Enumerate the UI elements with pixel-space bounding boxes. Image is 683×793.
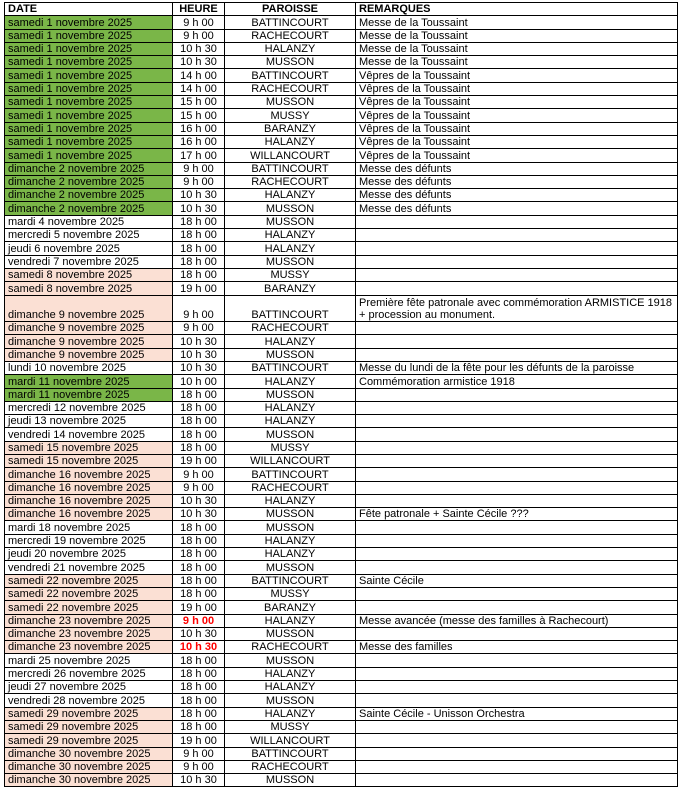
date-cell: vendredi 14 novembre 2025 [5, 428, 173, 441]
parish-cell: BATTINCOURT [225, 574, 356, 587]
table-row [5, 415, 678, 428]
remarks-cell: Vêpres de la Toussaint [356, 96, 678, 109]
remarks-cell: Sainte Cécile [356, 574, 678, 587]
parish-cell: WILLANCOURT [225, 734, 356, 747]
time-cell: 18 h 00 [173, 654, 225, 667]
table-row [5, 707, 678, 720]
remarks-cell: Commémoration armistice 1918 [356, 375, 678, 388]
table-row [5, 455, 678, 468]
remarks-cell [356, 694, 678, 707]
parish-cell: RACHECOURT [225, 641, 356, 654]
time-cell: 10 h 30 [173, 508, 225, 521]
parish-cell: MUSSON [225, 521, 356, 534]
parish-cell: MUSSY [225, 441, 356, 454]
table-row [5, 268, 678, 281]
remarks-cell: Messe de la Toussaint [356, 16, 678, 29]
time-cell: 9 h 00 [173, 468, 225, 481]
date-cell: dimanche 2 novembre 2025 [5, 175, 173, 188]
remarks-cell [356, 388, 678, 401]
time-cell: 10 h 30 [173, 348, 225, 361]
date-cell: mardi 11 novembre 2025 [5, 388, 173, 401]
remarks-cell [356, 667, 678, 680]
date-cell: samedi 29 novembre 2025 [5, 734, 173, 747]
date-cell: mardi 25 novembre 2025 [5, 654, 173, 667]
date-cell: samedi 1 novembre 2025 [5, 109, 173, 122]
table-row [5, 69, 678, 82]
parish-cell: HALANZY [225, 494, 356, 507]
table-row [5, 627, 678, 640]
date-cell: samedi 1 novembre 2025 [5, 135, 173, 148]
remarks-cell: Vêpres de la Toussaint [356, 122, 678, 135]
remarks-cell [356, 455, 678, 468]
table-row [5, 149, 678, 162]
parish-cell: BATTINCOURT [225, 295, 356, 322]
parish-cell: HALANZY [225, 401, 356, 414]
table-row [5, 162, 678, 175]
parish-cell: HALANZY [225, 42, 356, 55]
remarks-cell: Messe avancée (messe des familles à Rachecourt) [356, 614, 678, 627]
table-row [5, 322, 678, 335]
remarks-cell: Messe de la Toussaint [356, 42, 678, 55]
table-row [5, 468, 678, 481]
time-cell: 18 h 00 [173, 574, 225, 587]
remarks-cell [356, 335, 678, 348]
date-cell: lundi 10 novembre 2025 [5, 361, 173, 374]
table-row [5, 734, 678, 747]
table-row [5, 747, 678, 760]
time-cell: 10 h 30 [173, 42, 225, 55]
date-cell: dimanche 23 novembre 2025 [5, 614, 173, 627]
remarks-cell [356, 229, 678, 242]
date-cell: samedi 29 novembre 2025 [5, 720, 173, 733]
time-cell: 10 h 30 [173, 641, 225, 654]
table-row [5, 601, 678, 614]
parish-cell: BATTINCOURT [225, 361, 356, 374]
remarks-cell: Messe de la Toussaint [356, 56, 678, 69]
remarks-cell [356, 760, 678, 773]
parish-cell: MUSSON [225, 654, 356, 667]
parish-cell: HALANZY [225, 135, 356, 148]
date-cell: samedi 1 novembre 2025 [5, 82, 173, 95]
parish-cell: MUSSON [225, 694, 356, 707]
table-row [5, 694, 678, 707]
parish-cell: BATTINCOURT [225, 747, 356, 760]
remarks-cell [356, 587, 678, 600]
parish-cell: WILLANCOURT [225, 149, 356, 162]
parish-cell: MUSSON [225, 627, 356, 640]
remarks-cell: Vêpres de la Toussaint [356, 69, 678, 82]
time-cell: 9 h 00 [173, 162, 225, 175]
parish-cell: HALANZY [225, 614, 356, 627]
time-cell: 18 h 00 [173, 681, 225, 694]
time-cell: 18 h 00 [173, 521, 225, 534]
parish-cell: BATTINCOURT [225, 468, 356, 481]
parish-cell: BARANZY [225, 122, 356, 135]
date-cell: samedi 1 novembre 2025 [5, 56, 173, 69]
parish-cell: HALANZY [225, 681, 356, 694]
parish-cell: HALANZY [225, 335, 356, 348]
time-cell: 10 h 00 [173, 375, 225, 388]
time-cell: 9 h 00 [173, 29, 225, 42]
time-cell: 18 h 00 [173, 401, 225, 414]
table-row [5, 428, 678, 441]
table-row [5, 494, 678, 507]
date-cell: mardi 4 novembre 2025 [5, 215, 173, 228]
date-cell: samedi 29 novembre 2025 [5, 707, 173, 720]
date-cell: dimanche 9 novembre 2025 [5, 322, 173, 335]
parish-cell: MUSSY [225, 109, 356, 122]
time-cell: 19 h 00 [173, 455, 225, 468]
remarks-cell [356, 774, 678, 787]
remarks-cell [356, 534, 678, 547]
parish-cell: HALANZY [225, 415, 356, 428]
date-cell: dimanche 30 novembre 2025 [5, 747, 173, 760]
date-cell: dimanche 23 novembre 2025 [5, 627, 173, 640]
time-cell: 10 h 30 [173, 189, 225, 202]
remarks-cell: Messe des défunts [356, 175, 678, 188]
header-heure: HEURE [173, 3, 225, 16]
date-cell: samedi 15 novembre 2025 [5, 441, 173, 454]
parish-cell: MUSSON [225, 348, 356, 361]
date-cell: jeudi 6 novembre 2025 [5, 242, 173, 255]
table-row [5, 774, 678, 787]
remarks-cell [356, 681, 678, 694]
remarks-cell [356, 494, 678, 507]
time-cell: 19 h 00 [173, 282, 225, 295]
date-cell: dimanche 23 novembre 2025 [5, 641, 173, 654]
parish-cell: HALANZY [225, 534, 356, 547]
remarks-cell: Messe des défunts [356, 162, 678, 175]
time-cell: 14 h 00 [173, 69, 225, 82]
remarks-cell: Messe du lundi de la fête pour les défunts de la paroisse [356, 361, 678, 374]
remarks-cell [356, 654, 678, 667]
time-cell: 10 h 30 [173, 627, 225, 640]
parish-cell: HALANZY [225, 548, 356, 561]
time-cell: 9 h 00 [173, 16, 225, 29]
time-cell: 18 h 00 [173, 255, 225, 268]
parish-cell: MUSSY [225, 720, 356, 733]
time-cell: 18 h 00 [173, 587, 225, 600]
remarks-cell [356, 215, 678, 228]
date-cell: mercredi 19 novembre 2025 [5, 534, 173, 547]
date-cell: samedi 1 novembre 2025 [5, 42, 173, 55]
remarks-cell [356, 322, 678, 335]
date-cell: mardi 11 novembre 2025 [5, 375, 173, 388]
table-row [5, 42, 678, 55]
time-cell: 18 h 00 [173, 428, 225, 441]
table-row [5, 29, 678, 42]
parish-cell: WILLANCOURT [225, 455, 356, 468]
table-row [5, 215, 678, 228]
date-cell: samedi 1 novembre 2025 [5, 96, 173, 109]
table-row [5, 255, 678, 268]
table-row [5, 375, 678, 388]
table-row [5, 135, 678, 148]
remarks-cell [356, 747, 678, 760]
date-cell: samedi 22 novembre 2025 [5, 574, 173, 587]
date-cell: vendredi 21 novembre 2025 [5, 561, 173, 574]
date-cell: jeudi 27 novembre 2025 [5, 681, 173, 694]
parish-cell: MUSSON [225, 255, 356, 268]
time-cell: 18 h 00 [173, 561, 225, 574]
time-cell: 9 h 00 [173, 175, 225, 188]
date-cell: dimanche 30 novembre 2025 [5, 774, 173, 787]
parish-cell: RACHECOURT [225, 322, 356, 335]
header-remarques: REMARQUES [356, 3, 678, 16]
parish-cell: MUSSON [225, 56, 356, 69]
table-row [5, 96, 678, 109]
remarks-cell [356, 401, 678, 414]
date-cell: samedi 8 novembre 2025 [5, 282, 173, 295]
parish-cell: BARANZY [225, 282, 356, 295]
date-cell: samedi 1 novembre 2025 [5, 16, 173, 29]
date-cell: samedi 1 novembre 2025 [5, 149, 173, 162]
date-cell: dimanche 16 novembre 2025 [5, 508, 173, 521]
parish-cell: MUSSON [225, 508, 356, 521]
time-cell: 9 h 00 [173, 295, 225, 322]
remarks-cell [356, 348, 678, 361]
parish-cell: MUSSON [225, 428, 356, 441]
time-cell: 10 h 30 [173, 335, 225, 348]
remarks-cell: Messe des défunts [356, 189, 678, 202]
time-cell: 14 h 00 [173, 82, 225, 95]
table-row [5, 348, 678, 361]
remarks-cell: Vêpres de la Toussaint [356, 135, 678, 148]
date-cell: dimanche 9 novembre 2025 [5, 348, 173, 361]
table-row [5, 614, 678, 627]
remarks-cell [356, 720, 678, 733]
parish-cell: MUSSY [225, 268, 356, 281]
remarks-cell [356, 521, 678, 534]
date-cell: dimanche 2 novembre 2025 [5, 162, 173, 175]
time-cell: 16 h 00 [173, 135, 225, 148]
time-cell: 10 h 30 [173, 494, 225, 507]
table-row [5, 641, 678, 654]
table-row [5, 335, 678, 348]
time-cell: 9 h 00 [173, 322, 225, 335]
remarks-cell [356, 268, 678, 281]
parish-cell: MUSSON [225, 215, 356, 228]
table-row [5, 56, 678, 69]
table-row [5, 361, 678, 374]
time-cell: 18 h 00 [173, 215, 225, 228]
parish-cell: MUSSON [225, 774, 356, 787]
header-date: DATE [5, 3, 173, 16]
time-cell: 18 h 00 [173, 694, 225, 707]
date-cell: dimanche 30 novembre 2025 [5, 760, 173, 773]
parish-cell: BARANZY [225, 601, 356, 614]
table-row [5, 242, 678, 255]
date-cell: samedi 1 novembre 2025 [5, 69, 173, 82]
time-cell: 9 h 00 [173, 747, 225, 760]
time-cell: 18 h 00 [173, 242, 225, 255]
time-cell: 18 h 00 [173, 667, 225, 680]
remarks-cell [356, 255, 678, 268]
table-row [5, 82, 678, 95]
remarks-cell [356, 627, 678, 640]
parish-cell: RACHECOURT [225, 760, 356, 773]
table-row [5, 175, 678, 188]
remarks-cell: Vêpres de la Toussaint [356, 82, 678, 95]
table-row [5, 401, 678, 414]
parish-cell: MUSSON [225, 202, 356, 215]
date-cell: dimanche 9 novembre 2025 [5, 295, 173, 322]
header-row [5, 3, 678, 16]
time-cell: 19 h 00 [173, 734, 225, 747]
parish-cell: RACHECOURT [225, 481, 356, 494]
remarks-cell: Messe des défunts [356, 202, 678, 215]
parish-cell: HALANZY [225, 189, 356, 202]
time-cell: 18 h 00 [173, 548, 225, 561]
parish-cell: RACHECOURT [225, 29, 356, 42]
remarks-cell [356, 468, 678, 481]
time-cell: 18 h 00 [173, 707, 225, 720]
table-row [5, 122, 678, 135]
header-paroisse: PAROISSE [225, 3, 356, 16]
parish-cell: MUSSY [225, 587, 356, 600]
parish-cell: HALANZY [225, 375, 356, 388]
remarks-cell: Première fête patronale avec commémoration ARMISTICE 1918 + procession au monument. [356, 295, 678, 322]
remarks-cell: Messe des familles [356, 641, 678, 654]
table-row [5, 521, 678, 534]
remarks-cell: Sainte Cécile - Unisson Orchestra [356, 707, 678, 720]
remarks-cell [356, 441, 678, 454]
table-row [5, 561, 678, 574]
time-cell: 15 h 00 [173, 96, 225, 109]
table-row [5, 229, 678, 242]
table-row [5, 574, 678, 587]
parish-cell: BATTINCOURT [225, 162, 356, 175]
date-cell: jeudi 20 novembre 2025 [5, 548, 173, 561]
table-row [5, 587, 678, 600]
date-cell: mercredi 12 novembre 2025 [5, 401, 173, 414]
table-row [5, 654, 678, 667]
time-cell: 9 h 00 [173, 614, 225, 627]
date-cell: samedi 1 novembre 2025 [5, 122, 173, 135]
table-row [5, 481, 678, 494]
time-cell: 17 h 00 [173, 149, 225, 162]
time-cell: 9 h 00 [173, 481, 225, 494]
date-cell: dimanche 9 novembre 2025 [5, 335, 173, 348]
date-cell: vendredi 28 novembre 2025 [5, 694, 173, 707]
date-cell: dimanche 16 novembre 2025 [5, 468, 173, 481]
date-cell: samedi 15 novembre 2025 [5, 455, 173, 468]
table-row [5, 295, 678, 322]
time-cell: 10 h 30 [173, 774, 225, 787]
remarks-cell: Vêpres de la Toussaint [356, 109, 678, 122]
parish-cell: BATTINCOURT [225, 16, 356, 29]
remarks-cell [356, 415, 678, 428]
date-cell: mardi 18 novembre 2025 [5, 521, 173, 534]
parish-cell: MUSSON [225, 96, 356, 109]
table-row [5, 508, 678, 521]
date-cell: jeudi 13 novembre 2025 [5, 415, 173, 428]
remarks-cell [356, 548, 678, 561]
time-cell: 18 h 00 [173, 415, 225, 428]
time-cell: 18 h 00 [173, 388, 225, 401]
remarks-cell: Vêpres de la Toussaint [356, 149, 678, 162]
time-cell: 18 h 00 [173, 534, 225, 547]
remarks-cell: Messe de la Toussaint [356, 29, 678, 42]
date-cell: dimanche 2 novembre 2025 [5, 189, 173, 202]
table-row [5, 388, 678, 401]
time-cell: 15 h 00 [173, 109, 225, 122]
parish-cell: HALANZY [225, 667, 356, 680]
time-cell: 19 h 00 [173, 601, 225, 614]
parish-cell: HALANZY [225, 242, 356, 255]
date-cell: vendredi 7 novembre 2025 [5, 255, 173, 268]
table-row [5, 16, 678, 29]
table-row [5, 548, 678, 561]
remarks-cell [356, 428, 678, 441]
time-cell: 18 h 00 [173, 441, 225, 454]
remarks-cell [356, 282, 678, 295]
parish-cell: BATTINCOURT [225, 69, 356, 82]
time-cell: 10 h 30 [173, 202, 225, 215]
table-row [5, 189, 678, 202]
parish-cell: MUSSON [225, 561, 356, 574]
parish-cell: MUSSON [225, 388, 356, 401]
table-row [5, 667, 678, 680]
table-row [5, 441, 678, 454]
table-row [5, 681, 678, 694]
parish-cell: HALANZY [225, 229, 356, 242]
time-cell: 18 h 00 [173, 229, 225, 242]
date-cell: dimanche 16 novembre 2025 [5, 494, 173, 507]
time-cell: 10 h 30 [173, 56, 225, 69]
remarks-cell: Fête patronale + Sainte Cécile ??? [356, 508, 678, 521]
date-cell: dimanche 16 novembre 2025 [5, 481, 173, 494]
mass-schedule-table [4, 2, 678, 787]
table-row [5, 202, 678, 215]
remarks-cell [356, 481, 678, 494]
remarks-cell [356, 242, 678, 255]
date-cell: samedi 22 novembre 2025 [5, 601, 173, 614]
table-row [5, 760, 678, 773]
date-cell: mercredi 5 novembre 2025 [5, 229, 173, 242]
time-cell: 9 h 00 [173, 760, 225, 773]
table-row [5, 282, 678, 295]
remarks-cell [356, 561, 678, 574]
time-cell: 18 h 00 [173, 268, 225, 281]
parish-cell: RACHECOURT [225, 175, 356, 188]
table-row [5, 720, 678, 733]
date-cell: samedi 8 novembre 2025 [5, 268, 173, 281]
parish-cell: HALANZY [225, 707, 356, 720]
date-cell: mercredi 26 novembre 2025 [5, 667, 173, 680]
table-row [5, 534, 678, 547]
parish-cell: RACHECOURT [225, 82, 356, 95]
time-cell: 18 h 00 [173, 720, 225, 733]
table-row [5, 109, 678, 122]
date-cell: dimanche 2 novembre 2025 [5, 202, 173, 215]
time-cell: 10 h 30 [173, 361, 225, 374]
remarks-cell [356, 601, 678, 614]
time-cell: 16 h 00 [173, 122, 225, 135]
remarks-cell [356, 734, 678, 747]
date-cell: samedi 1 novembre 2025 [5, 29, 173, 42]
date-cell: samedi 22 novembre 2025 [5, 587, 173, 600]
